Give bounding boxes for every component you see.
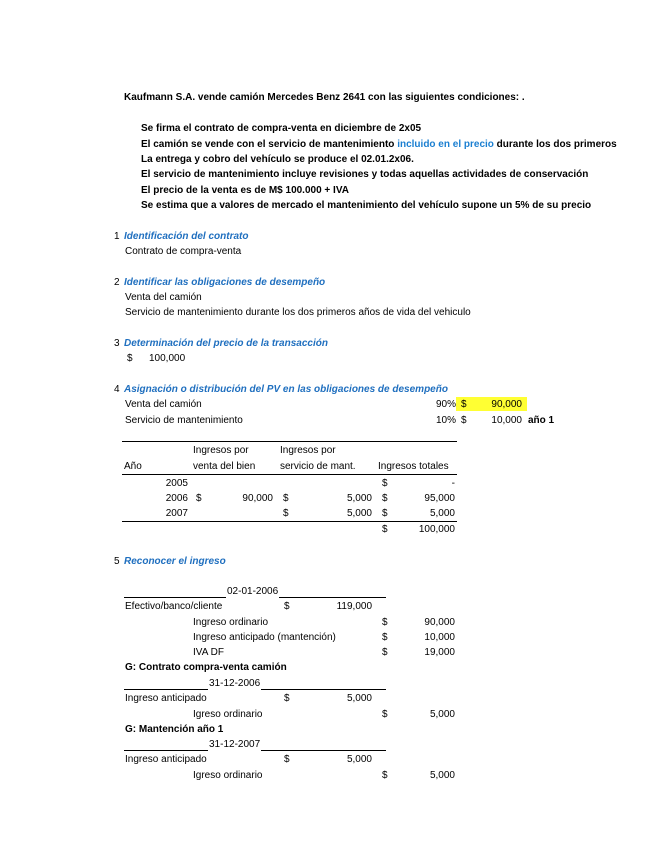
header-border <box>122 474 457 475</box>
header-mant: Ingresos por <box>280 445 336 456</box>
step-line: Venta del camión <box>125 292 202 303</box>
credit-amount: 19,000 <box>424 647 455 658</box>
condition-price: El precio de la venta es de M$ 100.000 + IVA <box>141 185 349 196</box>
entry-gloss: G: Mantención año 1 <box>125 724 224 735</box>
row-bien-symbol: $ <box>196 493 202 504</box>
debit-account: Efectivo/banco/cliente <box>125 601 223 612</box>
condition-contract: Se firma el contrato de compra-venta en diciembre de 2x05 <box>141 123 422 134</box>
debit-symbol: $ <box>284 601 290 612</box>
row-mant-symbol: $ <box>283 493 289 504</box>
entry-date: 31-12-2006 <box>209 678 261 689</box>
grand-total-symbol: $ <box>382 524 388 535</box>
row-total-symbol: $ <box>382 478 388 489</box>
condition-delivery: La entrega y cobro del vehículo se produce el 02.01.2x06. <box>141 154 414 165</box>
condition-market-estimate: Se estima que a valores de mercado el mantenimiento del vehículo supone un 5% de su precio <box>141 200 592 211</box>
entry-gloss: G: Contrato compra-venta camión <box>125 662 287 673</box>
row-year: 2006 <box>165 493 188 504</box>
condition-service-scope: El servicio de mantenimiento incluye revisiones y todas aquellas actividades de conservación <box>141 169 589 180</box>
grand-total: 100,000 <box>418 524 455 535</box>
entry-date: 02-01-2006 <box>227 586 279 597</box>
credit-symbol: $ <box>382 617 388 628</box>
step-title: Identificación del contrato <box>124 231 249 242</box>
row-mant-symbol: $ <box>283 508 289 519</box>
step-number: 5 <box>114 556 120 567</box>
row-total-symbol: $ <box>382 508 388 519</box>
debit-amount: 119,000 <box>336 601 372 612</box>
step-line: Servicio de mantenimiento durante los dos primeros años de vida del vehiculo <box>125 307 471 318</box>
table-top-border <box>122 441 457 442</box>
row-total-symbol: $ <box>382 493 388 504</box>
credit-amount: 90,000 <box>424 617 455 628</box>
step-number: 1 <box>114 231 120 242</box>
step-number: 4 <box>114 384 120 395</box>
allocation-note: año 1 <box>528 415 555 426</box>
credit-amount: 10,000 <box>424 632 455 643</box>
document-title: Kaufmann S.A. vende camión Mercedes Benz 2641 con las siguientes condiciones: . <box>124 92 525 103</box>
row-mant: 5,000 <box>346 508 372 519</box>
row-total: 5,000 <box>429 508 455 519</box>
credit-symbol: $ <box>382 709 388 720</box>
step-number: 2 <box>114 277 120 288</box>
credit-symbol: $ <box>382 770 388 781</box>
total-border <box>122 521 457 522</box>
header-total: Ingresos totales <box>378 461 449 472</box>
credit-account: Igreso ordinario <box>193 770 263 781</box>
debit-symbol: $ <box>284 754 290 765</box>
header-bien: venta del bien <box>193 461 256 472</box>
allocation-label: Servicio de mantenimiento <box>125 415 243 426</box>
debit-amount: 5,000 <box>346 754 372 765</box>
transaction-price: 100,000 <box>149 353 186 364</box>
debit-account: Ingreso anticipado <box>125 693 207 704</box>
step-number: 3 <box>114 338 120 349</box>
header-year: Año <box>124 461 142 472</box>
debit-amount: 5,000 <box>346 693 372 704</box>
row-bien: 90,000 <box>242 493 273 504</box>
credit-account: Ingreso anticipado (mantención) <box>193 632 336 643</box>
allocation-symbol: $ <box>461 399 467 410</box>
price-symbol: $ <box>127 353 133 364</box>
allocation-amount: 90,000 <box>491 399 522 410</box>
credit-symbol: $ <box>382 647 388 658</box>
allocation-pct: 90% <box>435 399 456 410</box>
condition-maintenance: El camión se vende con el servicio de mantenimiento incluido en el precio durante los dos primeros <box>141 139 617 150</box>
credit-account: Ingreso ordinario <box>193 617 269 628</box>
header-bien: Ingresos por <box>193 445 249 456</box>
debit-account: Ingreso anticipado <box>125 754 207 765</box>
credit-amount: 5,000 <box>429 709 455 720</box>
debit-symbol: $ <box>284 693 290 704</box>
credit-account: IVA DF <box>193 647 224 658</box>
allocation-label: Venta del camión <box>125 399 202 410</box>
row-total: - <box>451 478 455 489</box>
credit-amount: 5,000 <box>429 770 455 781</box>
entry-date: 31-12-2007 <box>209 739 261 750</box>
header-mant: servicio de mant. <box>280 461 356 472</box>
allocation-amount: 10,000 <box>491 415 522 426</box>
step-title: Determinación del precio de la transacción <box>124 338 328 349</box>
row-year: 2005 <box>165 478 188 489</box>
step-title: Identificar las obligaciones de desempeño <box>124 277 326 288</box>
credit-account: Igreso ordinario <box>193 709 263 720</box>
allocation-pct: 10% <box>435 415 456 426</box>
step-line: Contrato de compra-venta <box>125 246 242 257</box>
step-title: Reconocer el ingreso <box>124 556 226 567</box>
row-mant: 5,000 <box>346 493 372 504</box>
credit-symbol: $ <box>382 632 388 643</box>
step-title: Asignación o distribución del PV en las obligaciones de desempeño <box>124 384 448 395</box>
row-total: 95,000 <box>424 493 455 504</box>
row-year: 2007 <box>165 508 188 519</box>
allocation-symbol: $ <box>461 415 467 426</box>
